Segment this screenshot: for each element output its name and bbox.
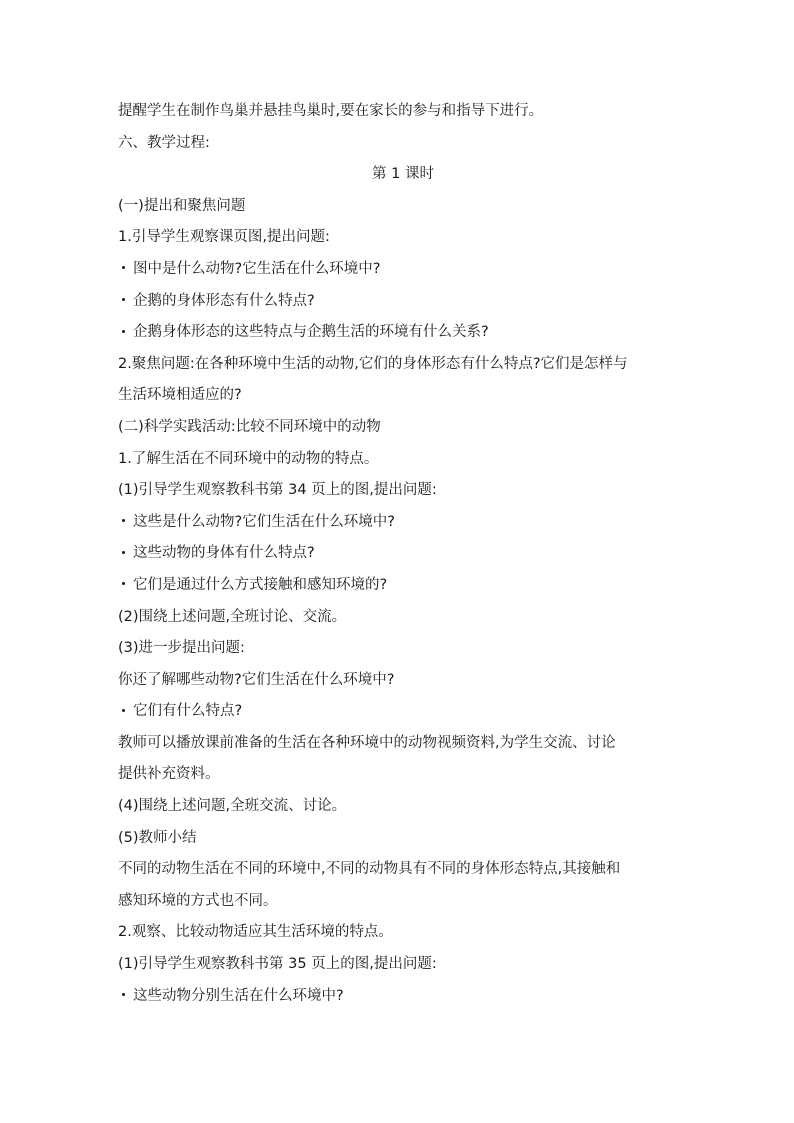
paragraph-line	[118, 728, 688, 760]
paragraph-line	[118, 96, 688, 128]
line-text: 感知环境的方式也不同。	[118, 892, 278, 909]
line-text: 1.了解生活在不同环境中的动物的特点。	[118, 450, 379, 467]
section-heading	[118, 159, 688, 191]
line-text: (1)引导学生观察教科书第 34 页上的图,提出问题:	[118, 482, 437, 499]
paragraph-line	[118, 475, 688, 507]
bullet-item	[118, 507, 688, 539]
paragraph-line	[118, 949, 688, 981]
line-text: 不同的动物生活在不同的环境中,不同的动物具有不同的身体形态特点,其接触和	[118, 861, 621, 878]
bullet-item	[118, 570, 688, 602]
line-text: 这些是什么动物?它们生活在什么环境中?	[133, 513, 395, 530]
paragraph-line	[118, 917, 688, 949]
document-body	[118, 96, 688, 1012]
line-text: (2)围绕上述问题,全班讨论、交流。	[118, 608, 347, 625]
bullet-dot-icon	[122, 519, 125, 522]
bullet-dot-icon	[122, 551, 125, 554]
bullet-dot-icon	[122, 709, 125, 712]
bullet-dot-icon	[122, 298, 125, 301]
line-text: 图中是什么动物?它生活在什么环境中?	[133, 260, 381, 277]
paragraph-line	[118, 633, 688, 665]
bullet-dot-icon	[122, 330, 125, 333]
bullet-item	[118, 981, 688, 1013]
paragraph-line	[118, 412, 688, 444]
line-text: 提供补充资料。	[118, 766, 220, 783]
line-text: 2.观察、比较动物适应其生活环境的特点。	[118, 924, 393, 941]
paragraph-line	[118, 665, 688, 697]
bullet-item	[118, 696, 688, 728]
paragraph-line	[118, 759, 688, 791]
line-text: (5)教师小结	[118, 829, 197, 846]
line-text: 教师可以播放课前准备的生活在各种环境中的动物视频资料,为学生交流、讨论	[118, 734, 616, 751]
paragraph-line	[118, 791, 688, 823]
paragraph-line	[118, 854, 688, 886]
line-text: 这些动物分别生活在什么环境中?	[133, 987, 344, 1004]
line-text: (4)围绕上述问题,全班交流、讨论。	[118, 798, 347, 815]
line-text: 1.引导学生观察课页图,提出问题:	[118, 229, 330, 246]
line-text: 企鹅身体形态的这些特点与企鹅生活的环境有什么关系?	[133, 324, 489, 341]
bullet-item	[118, 254, 688, 286]
line-text: 企鹅的身体形态有什么特点?	[133, 292, 315, 309]
line-text: 第 1 课时	[372, 166, 434, 183]
line-text: (二)科学实践活动:比较不同环境中的动物	[118, 418, 381, 435]
line-text: 生活环境相适应的?	[118, 387, 242, 404]
paragraph-line	[118, 823, 688, 855]
paragraph-line	[118, 444, 688, 476]
paragraph-line	[118, 380, 688, 412]
line-text: 你还了解哪些动物?它们生活在什么环境中?	[118, 671, 395, 688]
line-text: (3)进一步提出问题:	[118, 640, 245, 657]
line-text: 提醒学生在制作鸟巢并悬挂鸟巢时,要在家长的参与和指导下进行。	[118, 103, 544, 119]
bullet-item	[118, 286, 688, 318]
paragraph-line	[118, 191, 688, 223]
line-text: 它们是通过什么方式接触和感知环境的?	[133, 576, 388, 593]
paragraph-line	[118, 349, 688, 381]
bullet-item	[118, 317, 688, 349]
line-text: 这些动物的身体有什么特点?	[133, 545, 315, 562]
line-text: 六、教学过程:	[118, 134, 210, 151]
line-text: 2.聚焦问题:在各种环境中生活的动物,它们的身体形态有什么特点?它们是怎样与	[118, 355, 628, 372]
paragraph-line	[118, 222, 688, 254]
bullet-item	[118, 538, 688, 570]
line-text: 它们有什么特点?	[133, 703, 243, 720]
bullet-dot-icon	[122, 582, 125, 585]
bullet-dot-icon	[122, 993, 125, 996]
paragraph-line	[118, 602, 688, 634]
paragraph-line	[118, 886, 688, 918]
line-text: (1)引导学生观察教科书第 35 页上的图,提出问题:	[118, 956, 437, 973]
bullet-dot-icon	[122, 266, 125, 269]
paragraph-line	[118, 128, 688, 160]
line-text: (一)提出和聚焦问题	[118, 197, 246, 214]
